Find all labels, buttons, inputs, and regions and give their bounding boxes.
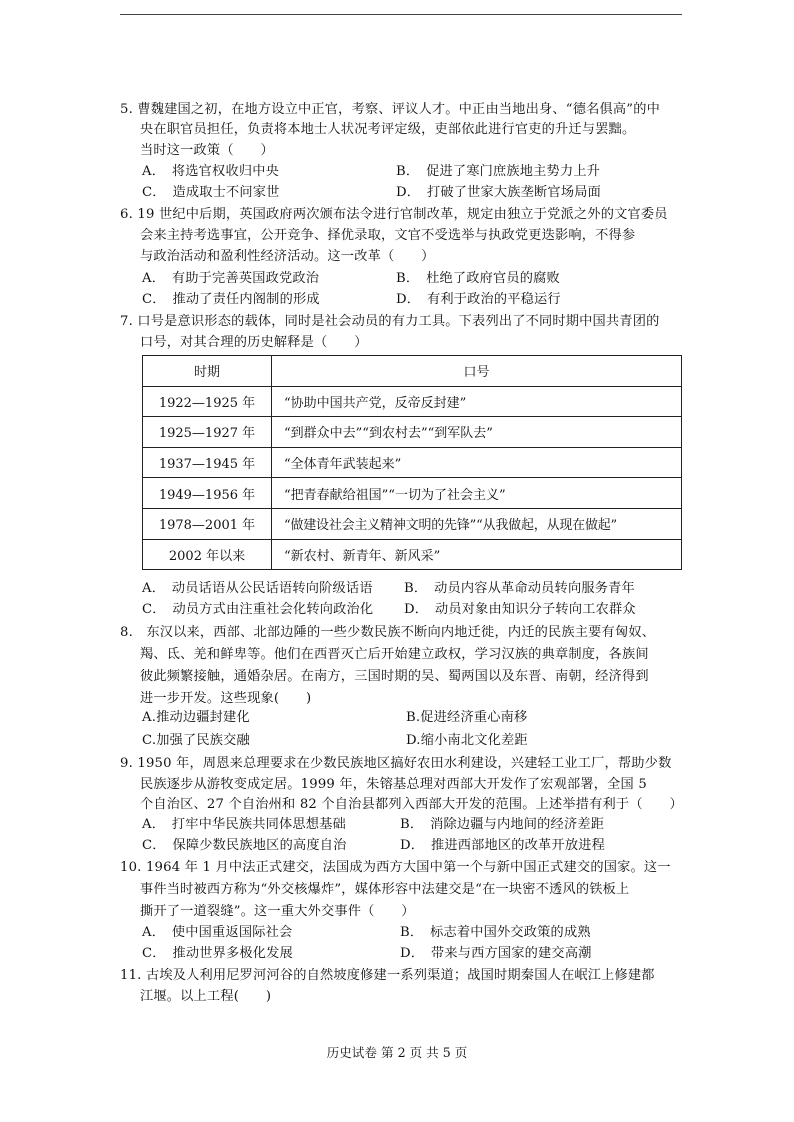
- question-7-option-d[interactable]: D． 动员对象由知识分子转向工农群众: [404, 602, 636, 617]
- table-row: [143, 478, 682, 509]
- question-10-option-a[interactable]: A． 使中国重返国际社会: [142, 925, 293, 940]
- question-8-stem-line-1: 8. 东汉以来，西部、北部边陲的一些少数民族不断向内地迁徙，内迁的民族主要有匈奴、: [120, 625, 656, 640]
- slogan-cell: “新农村、新青年、新风采”: [272, 539, 682, 570]
- question-5-stem-line-1: 5. 曹魏建国之初，在地方设立中正官，考察、评议人才。中正由当地出身、“德名俱高”的中: [120, 102, 660, 117]
- question-5-stem-line-2: 央在职官员担任，负责将本地士人状况考评定级，吏部依此进行官吏的升迁与罢黜。: [140, 122, 636, 137]
- table-row: [143, 386, 682, 417]
- table-row: [143, 539, 682, 570]
- question-10-option-d[interactable]: D． 带来与西方国家的建交高潮: [400, 946, 592, 961]
- question-11-stem-line-2: 江堰。以上工程( ): [140, 989, 272, 1004]
- question-9-option-b[interactable]: B． 消除边疆与内地间的经济差距: [400, 817, 605, 832]
- period-cell: 1949—1956 年: [143, 478, 272, 509]
- question-6-stem-line-2: 会来主持考选事宜，公开竞争、择优录取，文官不受选举与执政党更迭影响，不得参: [140, 228, 636, 243]
- slogan-cell: “协助中国共产党，反帝反封建”: [272, 386, 682, 417]
- question-8-stem-line-2: 羯、氐、羌和鲜卑等。他们在西晋灭亡后开始建立政权，学习汉族的典章制度，各族间: [140, 647, 649, 662]
- question-8-stem-line-4: 进一步开发。这些现象( ): [140, 691, 312, 706]
- question-6-option-a[interactable]: A． 有助于完善英国政党政治: [142, 271, 320, 286]
- table-row: [143, 417, 682, 448]
- question-9-option-a[interactable]: A． 打牢中华民族共同体思想基础: [142, 817, 346, 832]
- table-header-row: [143, 356, 682, 387]
- question-7-stem-line-2: 口号，对其合理的历史解释是（ ）: [140, 335, 368, 350]
- question-9-option-d[interactable]: D． 推进西部地区的改革开放进程: [400, 838, 605, 853]
- period-cell: 1978—2001 年: [143, 508, 272, 539]
- question-10-stem-line-1: 10. 1964 年 1 月中法正式建交，法国成为西方大国中第一个与新中国正式建交的国家。这一: [120, 860, 671, 875]
- question-5-option-c[interactable]: C． 造成取士不问家世: [142, 185, 280, 200]
- question-5-option-a[interactable]: A． 将选官权收归中央: [142, 164, 279, 179]
- period-cell: 1922—1925 年: [143, 386, 272, 417]
- question-9-stem-line-2: 民族逐步从游牧变成定居。1999 年，朱镕基总理对西部大开发作了宏观部署，全国 5: [140, 777, 647, 792]
- question-10-stem-line-3: 撕开了一道裂缝”。这一重大外交事件（ ）: [140, 904, 415, 919]
- question-9-option-c[interactable]: C． 保障少数民族地区的高度自治: [142, 838, 347, 853]
- question-8-stem-line-3: 彼此频繁接触，通婚杂居。在南方，三国时期的吴、蜀两国以及东晋、南朝，经济得到: [140, 669, 649, 684]
- question-5-option-d[interactable]: D． 打破了世家大族垄断官场局面: [396, 185, 601, 200]
- question-8-option-b[interactable]: B.促进经济重心南移: [406, 710, 528, 725]
- question-6-option-c[interactable]: C． 推动了责任内阁制的形成: [142, 292, 320, 307]
- period-cell: 1937—1945 年: [143, 447, 272, 478]
- question-5-stem-line-3: 当时这一政策（ ）: [140, 143, 274, 158]
- slogan-table: [142, 355, 682, 570]
- question-6-option-d[interactable]: D． 有利于政治的平稳运行: [396, 292, 561, 307]
- column-header-slogan: 口号: [272, 356, 682, 387]
- slogan-cell: “到群众中去”“到农村去”“到军队去”: [272, 417, 682, 448]
- question-6-option-b[interactable]: B． 杜绝了政府官员的腐败: [396, 271, 560, 286]
- slogan-cell: “把青春献给祖国”“一切为了社会主义”: [272, 478, 682, 509]
- column-header-period: 时期: [143, 356, 272, 387]
- question-7-option-a[interactable]: A． 动员话语从公民话语转向阶级话语: [142, 581, 373, 596]
- question-5-option-b[interactable]: B． 促进了寒门庶族地主势力上升: [396, 164, 601, 179]
- question-7-option-c[interactable]: C． 动员方式由注重社会化转向政治化: [142, 602, 374, 617]
- period-cell: 1925—1927 年: [143, 417, 272, 448]
- table-row: [143, 447, 682, 478]
- period-cell: 2002 年以来: [143, 539, 272, 570]
- slogan-cell: “做建设社会主义精神文明的先锋”“从我做起，从现在做起”: [272, 508, 682, 539]
- question-10-option-c[interactable]: C． 推动世界多极化发展: [142, 946, 293, 961]
- question-6-stem-line-3: 与政治活动和盈利性经济活动。这一改革（ ）: [140, 249, 435, 264]
- question-6-stem-line-1: 6. 19 世纪中后期，英国政府两次颁布法令进行官制改革，规定由独立于党派之外的文官委员: [120, 207, 668, 222]
- question-9-stem-line-1: 9. 1950 年，周恩来总理要求在少数民族地区搞好农田水利建设，兴建轻工业工厂，帮助少数: [120, 756, 672, 771]
- table-row: [143, 508, 682, 539]
- question-8-option-a[interactable]: A.推动边疆封建化: [142, 710, 250, 725]
- question-8-option-d[interactable]: D.缩小南北文化差距: [406, 733, 528, 748]
- question-10-option-b[interactable]: B． 标志着中国外交政策的成熟: [400, 925, 591, 940]
- question-10-stem-line-2: 事件当时被西方称为“外交核爆炸”，媒体形容中法建交是“在一块密不透风的铁板上: [140, 882, 630, 897]
- question-8-option-c[interactable]: C.加强了民族交融: [142, 733, 250, 748]
- question-9-stem-line-3: 个自治区、27 个自治州和 82 个自治县都列入西部大开发的范围。上述举措有利于（ ）: [140, 797, 683, 812]
- question-7-stem-line-1: 7. 口号是意识形态的载体，同时是社会动员的有力工具。下表列出了不同时期中国共青团的: [120, 314, 660, 329]
- question-7-option-b[interactable]: B． 动员内容从革命动员转向服务青年: [404, 581, 635, 596]
- page-footer: 历史试卷 第 2 页 共 5 页: [326, 1045, 468, 1060]
- slogan-cell: “全体青年武装起来”: [272, 447, 682, 478]
- question-11-stem-line-1: 11. 古埃及人利用尼罗河河谷的自然坡度修建一系列渠道；战国时期秦国人在岷江上修建都: [120, 968, 655, 983]
